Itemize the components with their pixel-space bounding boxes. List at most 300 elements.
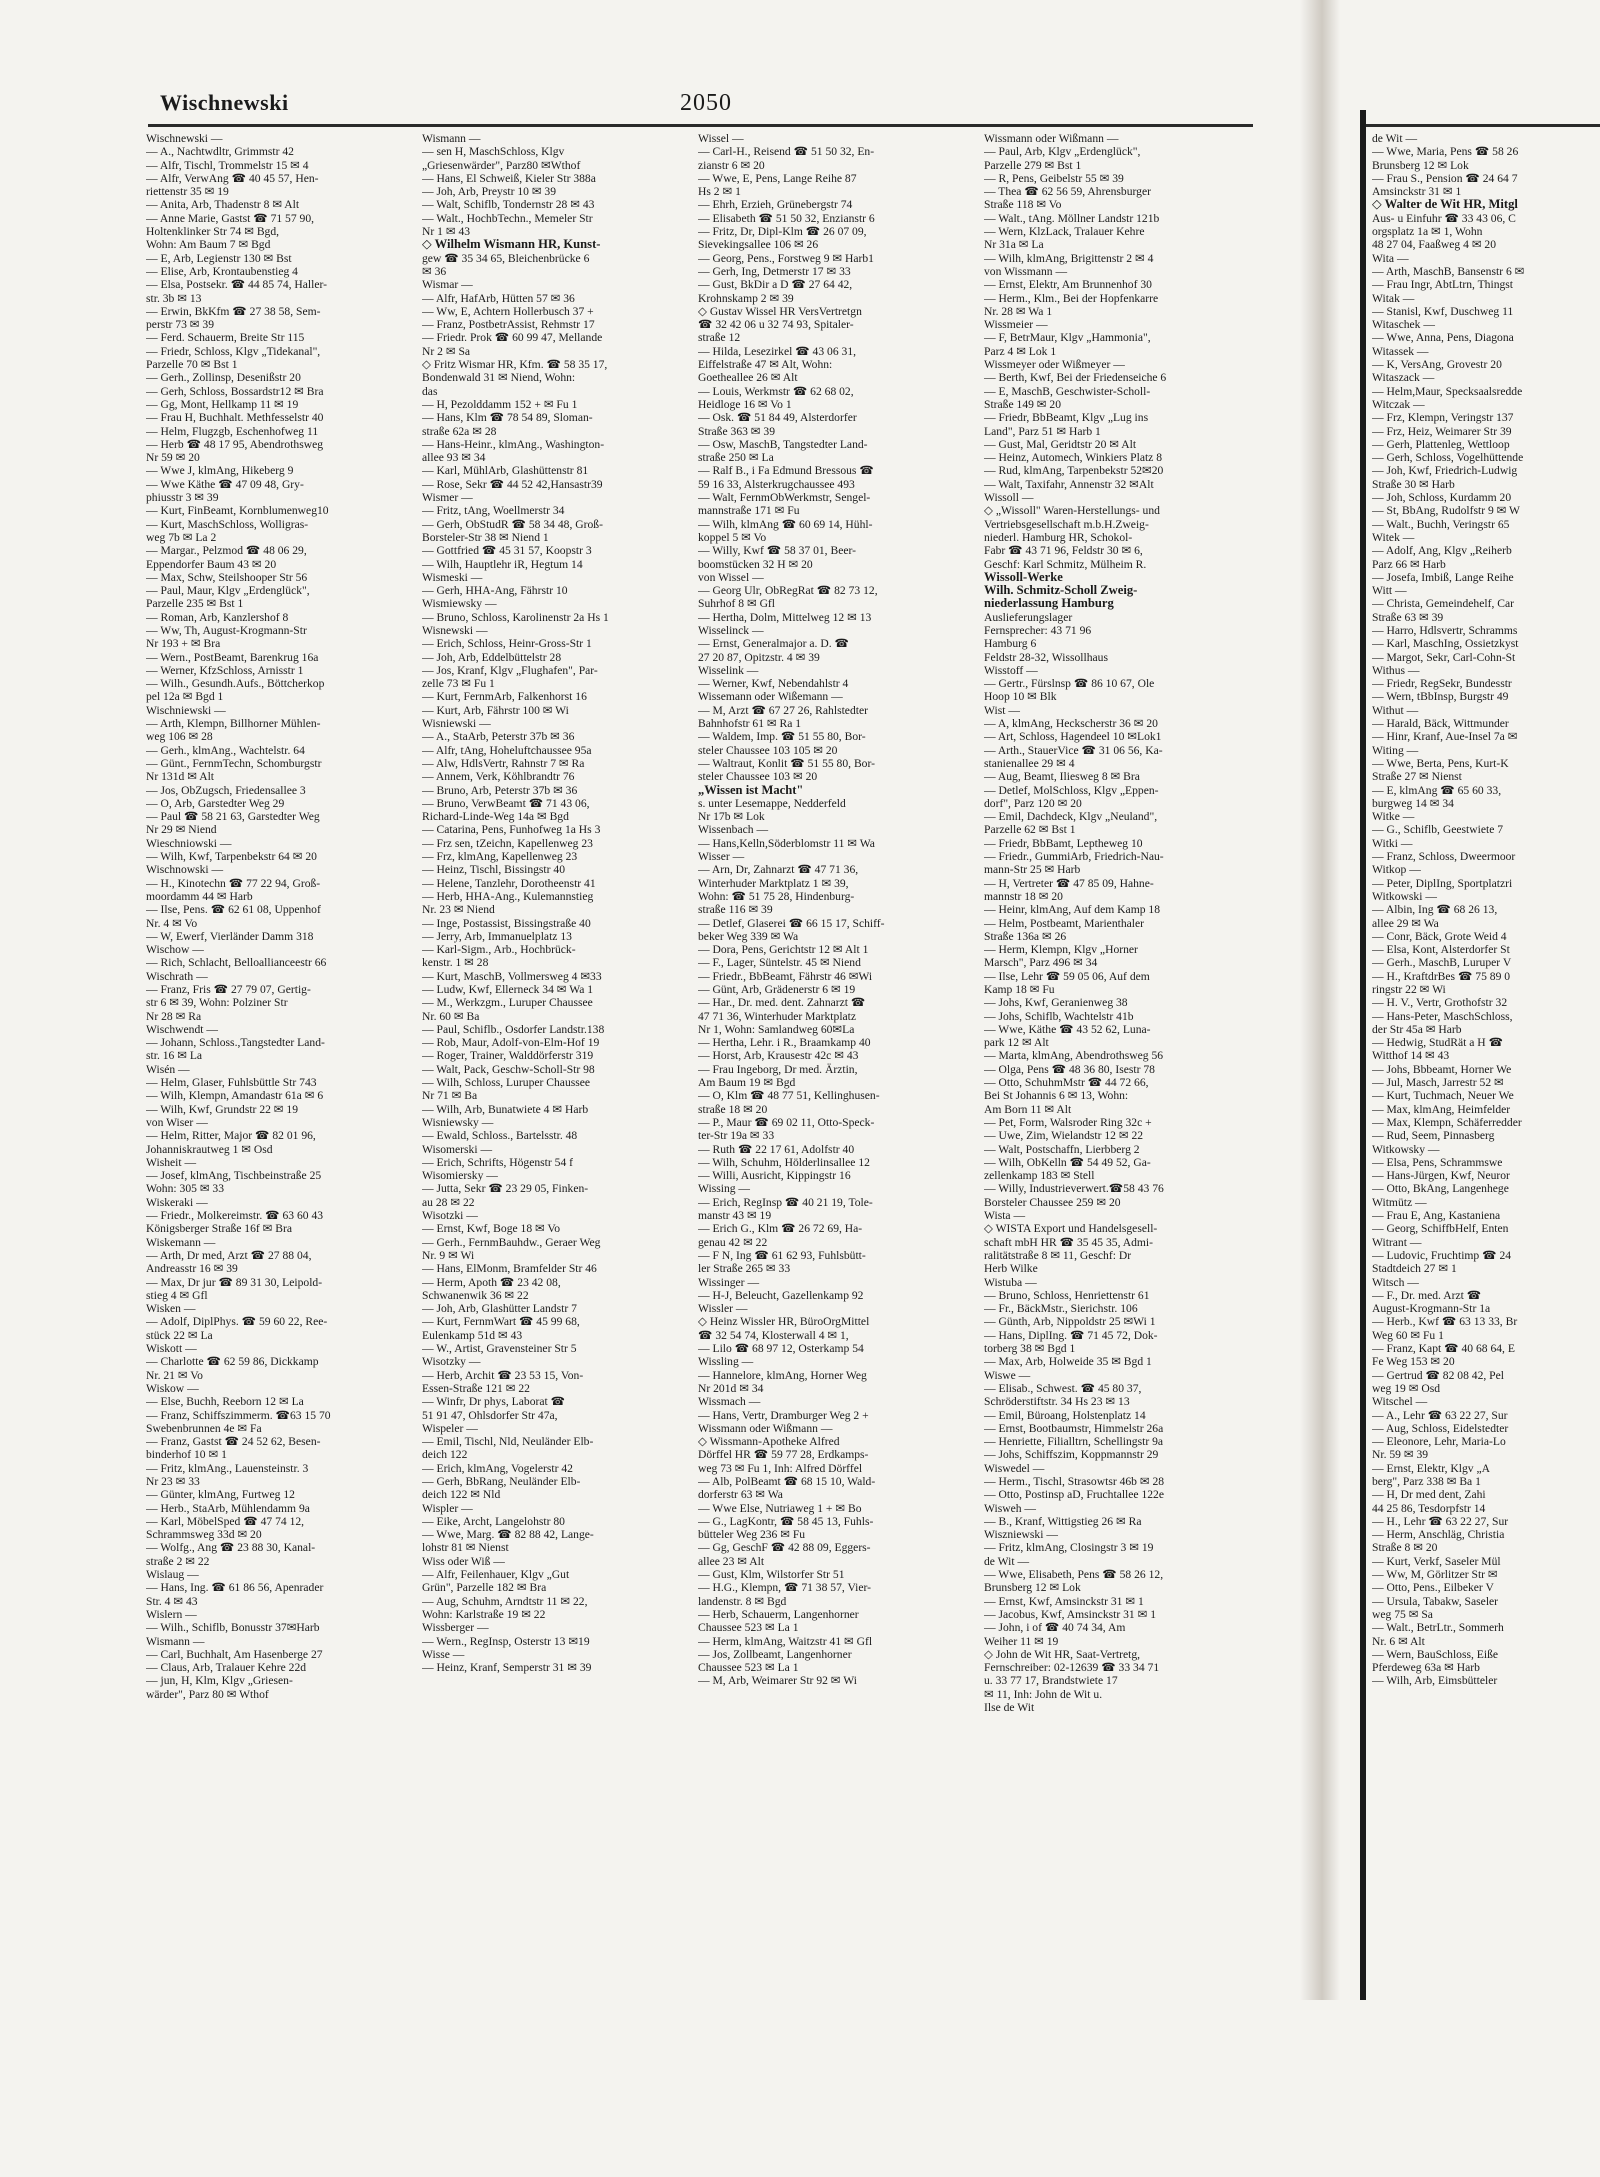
column-5-right-page	[1372, 132, 1600, 2002]
directory-entry: beker Weg 339 ✉ Wa	[698, 929, 799, 943]
directory-entry: 59 16 33, Alsterkrugchaussee 493	[698, 477, 855, 491]
page-number: 2050	[680, 90, 732, 116]
directory-entry: Witthof 14 ✉ 43	[1372, 1049, 1450, 1063]
directory-entry: — Jos, ObZugsch, Friedensallee 3	[146, 783, 306, 797]
directory-entry: Witschel —	[1372, 1395, 1428, 1409]
directory-entry: — Walt., Buchh, Veringstr 65	[1372, 517, 1510, 531]
directory-entry: — H., KraftdrBes ☎ 75 89 0	[1372, 969, 1511, 983]
directory-entry: binderhof 10 ✉ 1	[146, 1448, 227, 1462]
directory-entry: — Arth, MaschB, Bansenstr 6 ✉	[1372, 264, 1525, 278]
directory-entry: — Anne Marie, Gastst ☎ 71 57 90,	[146, 211, 315, 225]
directory-entry: Goetheallee 26 ✉ Alt	[698, 371, 798, 385]
directory-entry: ralitätstraße 8 ✉ 11, Geschf: Dr	[984, 1248, 1132, 1262]
directory-entry: Wisweh —	[984, 1501, 1037, 1515]
directory-entry: Wistuba —	[984, 1275, 1037, 1289]
directory-entry: Wiskemann —	[146, 1235, 216, 1249]
directory-entry: Nr. 4 ✉ Vo	[146, 916, 198, 930]
directory-entry: u. 33 77 17, Brandstwiete 17	[984, 1674, 1118, 1688]
directory-entry: Vertriebsgesellschaft m.b.H.Zweig-	[984, 517, 1149, 531]
directory-entry: — Friedr, RegSekr, Bundesstr	[1372, 677, 1512, 691]
directory-entry: — Helm, Glaser, Fuhlsbüttle Str 743	[146, 1076, 317, 1090]
directory-entry: ◇ Wilhelm Wismann HR, Kunst-	[422, 238, 601, 252]
directory-entry: Straße 30 ✉ Harb	[1372, 477, 1455, 491]
directory-entry: — Kurt, Arb, Fährstr 100 ✉ Wi	[422, 703, 569, 717]
directory-entry: Winterhuder Marktplatz 1 ✉ 39,	[698, 876, 849, 890]
directory-entry: Wissmeyer oder Wißmeyer —	[984, 358, 1125, 372]
directory-entry: — Ursula, Tabakw, Saseler	[1372, 1594, 1499, 1608]
directory-entry: — F, BetrMaur, Klgv „Hammonia",	[984, 331, 1151, 345]
directory-entry: dorf", Parz 120 ✉ 20	[984, 796, 1082, 810]
directory-entry: Straße 27 ✉ Nienst	[1372, 770, 1462, 784]
directory-entry: Am Born 11 ✉ Alt	[984, 1102, 1072, 1116]
directory-entry: — Ilse, Lehr ☎ 59 05 06, Auf dem	[984, 969, 1150, 983]
directory-entry: — Elsa, Kont, Alsterdorfer St	[1372, 943, 1510, 957]
directory-entry: Wislern —	[146, 1607, 197, 1621]
directory-entry: — Eike, Archt, Langelohstr 80	[422, 1514, 565, 1528]
directory-entry: Eiffelstraße 47 ✉ Alt, Wohn:	[698, 358, 833, 372]
directory-entry: Nr 201d ✉ 34	[698, 1381, 764, 1395]
directory-entry: — Erich, RegInsp ☎ 40 21 19, Tole-	[698, 1195, 873, 1209]
directory-entry: — Ewald, Schloss., Bartelsstr. 48	[422, 1129, 578, 1143]
directory-entry: straße 12	[698, 331, 741, 345]
directory-entry: — Friedr., Molkereimstr. ☎ 63 60 43	[146, 1209, 324, 1223]
directory-entry: Wischnowski —	[146, 863, 224, 877]
directory-entry: Essen-Straße 121 ✉ 22	[422, 1381, 530, 1395]
directory-entry: Witkowski —	[1372, 889, 1437, 903]
page-header	[160, 84, 1260, 124]
directory-entry: — Ilse, Pens. ☎ 62 61 08, Uppenhof	[146, 903, 321, 917]
directory-entry: — Stanisl, Kwf, Duschweg 11	[1372, 304, 1514, 318]
directory-entry: — Heinz, Kranf, Semperstr 31 ✉ 39	[422, 1661, 592, 1675]
directory-entry: — Walt, Schiflb, Tondernstr 28 ✉ 43	[422, 198, 595, 212]
directory-entry: — Hans,Kelln,Söderblomstr 11 ✉ Wa	[698, 836, 875, 850]
directory-entry: — Conr, Bäck, Grote Weid 4	[1372, 929, 1507, 943]
directory-entry: — Frz sen, tZeichn, Kapellenweg 23	[422, 836, 593, 850]
directory-entry: — Ww, E, Achtern Hollerbusch 37 +	[422, 304, 594, 318]
directory-entry: — Heinr, klmAng, Auf dem Kamp 18	[984, 903, 1160, 917]
directory-entry: phiusstr 3 ✉ 39	[146, 491, 219, 505]
directory-entry: — Horst, Arb, Krausestr 42c ✉ 43	[698, 1049, 859, 1063]
directory-entry: Wisheit —	[146, 1155, 197, 1169]
directory-entry: — Margot, Sekr, Carl-Cohn-St	[1372, 650, 1516, 664]
directory-entry: — Gottfried ☎ 45 31 57, Koopstr 3	[422, 544, 592, 558]
directory-entry: — Wwe Else, Nutriaweg 1 + ✉ Bo	[698, 1501, 862, 1515]
directory-entry: Nr. 59 ✉ 39	[1372, 1448, 1429, 1462]
directory-entry: — Joh, Arb, Glashütter Landstr 7	[422, 1302, 577, 1316]
directory-entry: — Kurt, FinBeamt, Kornblumenweg10	[146, 504, 329, 518]
directory-entry: — Margar., Pelzmod ☎ 48 06 29,	[146, 544, 307, 558]
directory-entry: — Elsa, Pens, Schrammswe	[1372, 1155, 1503, 1169]
directory-entry: — Marta, klmAng, Abendrothsweg 56	[984, 1049, 1164, 1063]
directory-entry: Fe Weg 153 ✉ 20	[1372, 1355, 1455, 1369]
directory-entry: — Elisabeth ☎ 51 50 32, Enzianstr 6	[698, 211, 875, 225]
directory-entry: — Wwe, Marg. ☎ 82 88 42, Lange-	[422, 1528, 594, 1542]
directory-entry: Nr 2 ✉ Sa	[422, 344, 471, 358]
directory-entry: schaft mbH HR ☎ 35 45 35, Admi-	[984, 1235, 1154, 1249]
directory-entry: — E, Arb, Legienstr 130 ✉ Bst	[146, 251, 292, 265]
directory-entry: — Günter, klmAng, Furtweg 12	[146, 1488, 295, 1502]
directory-entry: Wilh. Schmitz-Scholl Zweig-	[984, 584, 1138, 598]
directory-entry: — Günth, Arb, Nippoldstr 25 ✉Wi 1	[984, 1315, 1156, 1329]
directory-entry: — Fritz, tAng, Woellmerstr 34	[422, 504, 565, 518]
directory-entry: — Pet, Form, Walsroder Ring 32c +	[984, 1115, 1152, 1129]
directory-entry: Nr. 21 ✉ Vo	[146, 1368, 203, 1382]
directory-entry: Parzelle 62 ✉ Bst 1	[984, 823, 1076, 837]
directory-entry: — Alfr, tAng, Hoheluftchaussee 95a	[422, 743, 592, 757]
directory-entry: Nr 1 ✉ 43	[422, 225, 471, 239]
directory-entry: — Karl, MöbelSped ☎ 47 74 12,	[146, 1514, 305, 1528]
directory-entry: — Aug, Schloss, Eidelstedter	[1372, 1421, 1509, 1435]
directory-entry: — Wilh, Kwf, Tarpenbekstr 64 ✉ 20	[146, 850, 317, 864]
directory-entry: au 28 ✉ 22	[422, 1195, 475, 1209]
directory-entry: Wisén —	[146, 1062, 190, 1076]
directory-entry: — Paul, Arb, Klgv „Erdenglück",	[984, 145, 1141, 159]
directory-entry: Holtenklinker Str 74 ✉ Bgd,	[146, 225, 280, 239]
directory-entry: — Peter, DiplIng, Sportplatzri	[1372, 876, 1513, 890]
directory-entry: Hs 2 ✉ 1	[698, 185, 741, 199]
directory-entry: Wiskow —	[146, 1381, 199, 1395]
directory-entry: — Art, Schloss, Hagendeel 10 ✉Lok1	[984, 730, 1162, 744]
directory-entry: Wismann —	[422, 132, 481, 145]
directory-entry: — Herb, Schauerm, Langenhorner	[698, 1607, 859, 1621]
directory-entry: — Franz, Kapt ☎ 40 68 64, E	[1372, 1342, 1515, 1356]
directory-entry: — Otto, SchuhmMstr ☎ 44 72 66,	[984, 1076, 1149, 1090]
directory-entry: Wisnewski —	[422, 623, 488, 637]
directory-entry: — Fritz, klmAng., Lauensteinstr. 3	[146, 1461, 309, 1475]
directory-entry: — O, Klm ☎ 48 77 51, Kellinghusen-	[698, 1089, 880, 1103]
directory-entry: Witassek —	[1372, 344, 1429, 358]
directory-entry: — Walt, Pack, Geschw-Scholl-Str 98	[422, 1062, 595, 1076]
directory-entry: Am Baum 19 ✉ Bgd	[698, 1076, 796, 1090]
directory-entry: Parzelle 235 ✉ Bst 1	[146, 597, 244, 611]
directory-entry: — Inge, Postassist, Bissingstraße 40	[422, 916, 591, 930]
directory-entry: Nr 71 ✉ Ba	[422, 1089, 478, 1103]
directory-entry: Heidloge 16 ✉ Vo 1	[698, 397, 792, 411]
directory-entry: Wisstoff —	[984, 663, 1038, 677]
directory-entry: Krohnskamp 2 ✉ 39	[698, 291, 794, 305]
directory-entry: — St, BbAng, Rudolfstr 9 ✉ W	[1372, 504, 1520, 518]
directory-entry: — Georg Ulr, ObRegRat ☎ 82 73 12,	[698, 584, 878, 598]
directory-entry: August-Krogmann-Str 1a	[1372, 1302, 1491, 1316]
directory-entry: Wissmeier —	[984, 318, 1048, 332]
directory-entry: ◇ „Wissoll" Waren-Herstellungs- und	[984, 504, 1160, 518]
directory-entry: — Gerh, Schloss, Vogelhüttende	[1372, 451, 1524, 465]
directory-entry: — Aug, Beamt, Iliesweg 8 ✉ Bra	[984, 770, 1140, 784]
directory-entry: Wischrath —	[146, 969, 208, 983]
directory-entry: — A., Nachtwdltr, Grimmstr 42	[146, 145, 294, 159]
directory-entry: Wisse —	[422, 1647, 465, 1661]
directory-entry: — Wwe, Anna, Pens, Diagona	[1372, 331, 1514, 345]
directory-entry: Bahnhofstr 61 ✉ Ra 1	[698, 717, 802, 731]
directory-entry: — Jos, Zollbeamt, Langenhorner	[698, 1647, 852, 1661]
directory-entry: — Erich, Schrifts, Högenstr 54 f	[422, 1155, 574, 1169]
directory-entry: steler Chaussee 103 ✉ 20	[698, 770, 818, 784]
directory-entry: Eppendorfer Baum 43 ✉ 20	[146, 557, 277, 571]
directory-entry: Parzelle 70 ✉ Bst 1	[146, 358, 238, 372]
directory-entry: von Wissmann —	[984, 264, 1068, 278]
directory-entry: — Gust, Klm, Wilstorfer Str 51	[698, 1568, 845, 1582]
directory-entry: — Friedr, BbBamt, Leptheweg 10	[984, 836, 1143, 850]
directory-entry: straße 116 ✉ 39	[698, 903, 773, 917]
directory-entry: — Johann, Schloss.,Tangstedter Land-	[146, 1036, 325, 1050]
column-1	[146, 132, 422, 2002]
directory-entry: — Hinr, Kranf, Aue-Insel 7a ✉	[1372, 730, 1518, 744]
directory-entry: — Ludovic, Fruchtimp ☎ 24	[1372, 1248, 1512, 1262]
directory-entry: — Otto, Pens., Eilbeker V	[1372, 1581, 1494, 1595]
directory-entry: — Alw, HdlsVertr, Rahnstr 7 ✉ Ra	[422, 756, 585, 770]
directory-entry: ◇ Heinz Wissler HR, BüroOrgMittel	[698, 1315, 870, 1329]
directory-entry: — Max, Dr jur ☎ 89 31 30, Leipold-	[146, 1275, 323, 1289]
directory-entry: — Hans, DiplIng. ☎ 71 45 72, Dok-	[984, 1328, 1158, 1342]
directory-entry: Witrant —	[1372, 1235, 1422, 1249]
directory-entry: Wismar —	[422, 278, 473, 292]
directory-entry: ler Straße 265 ✉ 33	[698, 1262, 791, 1276]
directory-entry: — Max, Arb, Holweide 35 ✉ Bgd 1	[984, 1355, 1152, 1369]
directory-entry: Ilse de Wit	[984, 1701, 1035, 1715]
directory-entry: Eulenkamp 51d ✉ 43	[422, 1328, 523, 1342]
column-3	[698, 132, 974, 2002]
directory-entry: Witkop —	[1372, 863, 1421, 877]
directory-entry: — Bruno, VerwBeamt ☎ 71 43 06,	[422, 796, 590, 810]
directory-entry: — Ehrh, Erzieh, Grünebergstr 74	[698, 198, 853, 212]
directory-entry: — Herb, Archit ☎ 23 53 15, Von-	[422, 1368, 584, 1382]
directory-entry: — Helm, Flugzgb, Eschenhofweg 11	[146, 424, 319, 438]
directory-entry: — Werner, Kwf, Nebendahlstr 4	[698, 677, 849, 691]
directory-entry: von Wissel —	[698, 570, 764, 584]
directory-entry: Witmütz —	[1372, 1195, 1427, 1209]
directory-entry: — Wwe Käthe ☎ 47 09 48, Gry-	[146, 477, 304, 491]
directory-entry: Nr 31a ✉ La	[984, 238, 1044, 252]
directory-entry: — Wilh, Kwf, Grundstr 22 ✉ 19	[146, 1102, 299, 1116]
directory-entry: Wismer —	[422, 491, 473, 505]
directory-entry: Witki —	[1372, 836, 1413, 850]
directory-entry: — Jutta, Sekr ☎ 23 29 05, Finken-	[422, 1182, 589, 1196]
directory-entry: Schwanenwik 36 ✉ 22	[422, 1288, 529, 1302]
directory-entry: — Hannelore, klmAng, Horner Weg	[698, 1368, 867, 1382]
directory-entry: — Hans, Ing. ☎ 61 86 56, Apenrader	[146, 1581, 324, 1595]
directory-entry: straße 2 ✉ 22	[146, 1554, 210, 1568]
directory-entry: — Erich, Schloss, Heinr-Gross-Str 1	[422, 637, 592, 651]
directory-entry: allee 29 ✉ Wa	[1372, 916, 1439, 930]
directory-entry: — A, klmAng, Heckscherstr 36 ✉ 20	[984, 717, 1158, 731]
directory-entry: — Har., Dr. med. dent. Zahnarzt ☎	[698, 996, 866, 1010]
directory-entry: — Alfr, Feilenhauer, Klgv „Gut	[422, 1568, 570, 1582]
directory-entry: Straße 149 ✉ 20	[984, 397, 1062, 411]
directory-entry: Hoop 10 ✉ Blk	[984, 690, 1057, 704]
directory-entry: — Wern, tBbInsp, Burgstr 49	[1372, 690, 1509, 704]
directory-entry: — Emil, Dachdeck, Klgv „Neuland",	[984, 810, 1158, 824]
directory-entry: — Ww, Th, August-Krogmann-Str	[146, 623, 307, 637]
directory-entry: — Gerh., Zollinsp, Desenißstr 20	[146, 371, 301, 385]
directory-entry: — Ferd. Schauerm, Breite Str 115	[146, 331, 305, 345]
directory-entry: Suhrhof 8 ✉ Gfl	[698, 597, 776, 611]
directory-entry: weg 73 ✉ Fu 1, Inh: Alfred Dörffel	[698, 1461, 863, 1475]
directory-entry: — Erwin, BkKfm ☎ 27 38 58, Sem-	[146, 304, 321, 318]
directory-entry: Herb Wilke	[984, 1262, 1038, 1276]
directory-entry: — Frau Ingeborg, Dr med. Ärztin,	[698, 1062, 858, 1076]
directory-entry: Straße 63 ✉ 39	[1372, 610, 1444, 624]
directory-entry: Marsch", Parz 496 ✉ 34	[984, 956, 1098, 970]
directory-entry: Parzelle 279 ✉ Bst 1	[984, 158, 1082, 172]
directory-entry: — Osw, MaschB, Tangstedter Land-	[698, 437, 868, 451]
directory-entry: Swebenbrunnen 4e ✉ Fa	[146, 1421, 262, 1435]
directory-entry: „Griesenwärder", Parz80 ✉Wthof	[422, 158, 581, 172]
directory-entry: ✉ 11, Inh: John de Wit u.	[984, 1687, 1103, 1701]
directory-entry: — Annem, Verk, Köhlbrandtr 76	[422, 770, 575, 784]
directory-entry: Nr 23 ✉ 33	[146, 1474, 200, 1488]
directory-entry: — M, Arzt ☎ 67 27 26, Rahlstedter	[698, 703, 868, 717]
directory-entry: — Wilh, klmAng, Brigittenstr 2 ✉ 4	[984, 251, 1154, 265]
directory-entry: — Hilda, Lesezirkel ☎ 43 06 31,	[698, 344, 857, 358]
directory-entry: — Berth, Kwf, Bei der Friedenseiche 6	[984, 371, 1167, 385]
directory-entry: — Herm., Tischl, Strasowtsr 46b ✉ 28	[984, 1474, 1165, 1488]
directory-entry: kenstr. 1 ✉ 28	[422, 956, 489, 970]
directory-entry: — Hertha, Lehr. i R., Braamkamp 40	[698, 1036, 871, 1050]
directory-entry: — Hans-Jürgen, Kwf, Neuror	[1372, 1169, 1510, 1183]
directory-entry: — Frz, Klempn, Veringstr 137	[1372, 411, 1514, 425]
directory-entry: — Otto, BkAng, Langenhege	[1372, 1182, 1509, 1196]
directory-entry: Nr 28 ✉ Ra	[146, 1009, 202, 1023]
directory-entry: Withus —	[1372, 663, 1420, 677]
directory-entry: Witing —	[1372, 743, 1419, 757]
directory-entry: Witak —	[1372, 291, 1415, 305]
directory-entry: — M., Werkzgm., Luruper Chaussee	[422, 996, 593, 1010]
directory-entry: — Herm, Apoth ☎ 23 42 08,	[422, 1275, 561, 1289]
directory-entry: — Gertr., Fürslnsp ☎ 86 10 67, Ole	[984, 677, 1155, 691]
directory-entry: steler Chaussee 103 105 ✉ 20	[698, 743, 838, 757]
directory-entry: — Arth., StauerVice ☎ 31 06 56, Ka-	[984, 743, 1163, 757]
directory-entry: bütteler Weg 236 ✉ Fu	[698, 1528, 806, 1542]
directory-entry: Wismann —	[146, 1634, 205, 1648]
directory-entry: Brunsberg 12 ✉ Lok	[1372, 158, 1469, 172]
directory-entry: — Joh, Arb, Preystr 10 ✉ 39	[422, 185, 557, 199]
directory-entry: — Kurt, MaschSchloss, Wolligras-	[146, 517, 309, 531]
directory-entry: — Rud, klmAng, Tarpenbekstr 52✉20	[984, 464, 1164, 478]
directory-entry: Witczak —	[1372, 397, 1425, 411]
directory-entry: — Ernst, Bootbaumstr, Himmelstr 26a	[984, 1421, 1164, 1435]
directory-entry: Nr. 23 ✉ Niend	[422, 903, 495, 917]
directory-entry: — Paul ☎ 58 21 63, Garstedter Weg	[146, 810, 320, 824]
directory-entry: — Frz, klmAng, Kapellenweg 23	[422, 850, 578, 864]
directory-entry: riettenstr 35 ✉ 19	[146, 185, 229, 199]
directory-entry: ◇ WISTA Export und Handelsgesell-	[984, 1222, 1158, 1236]
directory-entry: — Emil, Tischl, Nld, Neuländer Elb-	[422, 1435, 594, 1449]
directory-entry: Wiss oder Wiß —	[422, 1554, 505, 1568]
directory-entry: — H., Kinotechn ☎ 77 22 94, Groß-	[146, 876, 321, 890]
directory-entry: Wisomiersky —	[422, 1169, 498, 1183]
directory-entry: lohstr 81 ✉ Nienst	[422, 1541, 509, 1555]
directory-entry: — W, Ewerf, Vierländer Damm 318	[146, 929, 314, 943]
directory-entry: — Walt, Postschaffn, Lierbberg 2	[984, 1142, 1140, 1156]
column-4	[984, 132, 1260, 2002]
directory-entry: Wissmann oder Wißmann —	[984, 132, 1119, 145]
directory-entry: Straße 136a ✉ 26	[984, 929, 1067, 943]
directory-entry: Aus- u Einfuhr ☎ 33 43 06, C	[1372, 211, 1516, 225]
directory-entry: — B., Kranf, Wittigstieg 26 ✉ Ra	[984, 1514, 1142, 1528]
directory-entry: — Joh, Arb, Eddelbüttelstr 28	[422, 650, 562, 664]
directory-entry: Wisomerski —	[422, 1142, 493, 1156]
directory-entry: — Gust, BkDir a D ☎ 27 64 42,	[698, 278, 853, 292]
directory-entry: — Gg, Mont, Hellkamp 11 ✉ 19	[146, 397, 299, 411]
directory-entry: — Wilh, klmAng ☎ 60 69 14, Hühl-	[698, 517, 873, 531]
directory-entry: Wist —	[984, 703, 1020, 717]
directory-entry: — H.G., Klempn, ☎ 71 38 57, Vier-	[698, 1581, 872, 1595]
directory-entry: straße 62a ✉ 28	[422, 424, 497, 438]
directory-entry: — Olga, Pens ☎ 48 36 80, Isestr 78	[984, 1062, 1155, 1076]
directory-entry: Fernschreiber: 02-12639 ☎ 33 34 71	[984, 1661, 1160, 1675]
directory-entry: ☎ 32 42 06 u 32 74 93, Spitaler-	[698, 318, 854, 332]
directory-entry: — Friedr, Schloss, Klgv „Tidekanal",	[146, 344, 321, 358]
right-page-edge	[1360, 110, 1366, 2000]
directory-entry: berg", Parz 338 ✉ Ba 1	[1372, 1474, 1481, 1488]
directory-entry: — Catarina, Pens, Funhofweg 1a Hs 3	[422, 823, 601, 837]
directory-entry: Parz 4 ✉ Lok 1	[984, 344, 1057, 358]
directory-entry: stück 22 ✉ La	[146, 1328, 213, 1342]
directory-entry: — Georg, SchiffbHelf, Enten	[1372, 1222, 1509, 1236]
directory-entry: zellenkamp 183 ✉ Stell	[984, 1169, 1095, 1183]
directory-entry: — Ruth ☎ 22 17 61, Adolfstr 40	[698, 1142, 855, 1156]
directory-entry: Grün", Parzelle 182 ✉ Bra	[422, 1581, 547, 1595]
directory-entry: — Wilh, Schloss, Luruper Chaussee	[422, 1076, 591, 1090]
directory-entry: — Herb, HHA-Ang., Kulemannstieg	[422, 889, 594, 903]
directory-entry: manstr 43 ✉ 19	[698, 1209, 772, 1223]
directory-entry: — Alfr, VerwAng ☎ 40 45 57, Hen-	[146, 171, 319, 185]
directory-entry: der Str 45a ✉ Harb	[1372, 1022, 1462, 1036]
directory-entry: — Alfr, HafArb, Hütten 57 ✉ 36	[422, 291, 575, 305]
running-head: Wischnewski	[160, 90, 289, 115]
directory-entry: ☎ 32 54 74, Klosterwall 4 ✉ 1,	[698, 1328, 849, 1342]
directory-entry: — Johs, Schiffszim, Koppmannstr 29	[984, 1448, 1159, 1462]
directory-entry: landenstr. 8 ✉ Bgd	[698, 1594, 787, 1608]
directory-entry: — Josef, klmAng, Tischbeinstraße 25	[146, 1169, 322, 1183]
directory-entry: — Johs, Schiflb, Wachtelstr 41b	[984, 1009, 1134, 1023]
directory-entry: — Fritz, Dr, Dipl-Klm ☎ 26 07 09,	[698, 225, 867, 239]
directory-entry: — Günt, Arb, Grädenerstr 6 ✉ 19	[698, 983, 856, 996]
directory-entry: — Rich, Schlacht, Belloallianceestr 66	[146, 956, 327, 970]
directory-entry: Geschf: Karl Schmitz, Mülheim R.	[984, 557, 1147, 571]
directory-entry: — Franz, Schloss, Dweermoor	[1372, 850, 1516, 864]
directory-entry: 51 91 47, Ohlsdorfer Str 47a,	[422, 1408, 558, 1422]
directory-entry: — Ernst, Kwf, Boge 18 ✉ Vo	[422, 1222, 561, 1236]
directory-entry: Weiher 11 ✉ 19	[984, 1634, 1059, 1648]
directory-entry: allee 23 ✉ Alt	[698, 1554, 765, 1568]
directory-entry: — Gust, Mal, Geridtstr 20 ✉ Alt	[984, 437, 1137, 451]
directory-entry: — Aug, Schuhm, Arndtstr 11 ✉ 22,	[422, 1594, 588, 1608]
directory-entry: stieg 4 ✉ Gfl	[146, 1288, 208, 1302]
directory-entry: ◇ Gustav Wissel HR VersVertretgn	[698, 304, 862, 318]
directory-entry: Witek —	[1372, 530, 1415, 544]
directory-entry: — Max, Klempn, Schäferredder	[1372, 1115, 1522, 1129]
directory-entry: — Joh, Schloss, Kurdamm 20	[1372, 491, 1512, 505]
directory-entry: Wisniewski —	[422, 717, 491, 731]
directory-entry: — Wolfg., Ang ☎ 23 88 30, Kanal-	[146, 1541, 316, 1555]
directory-entry: — Gerh, HHA-Ang, Fährstr 10	[422, 584, 568, 598]
directory-entry: — K, VersAng, Grovestr 20	[1372, 358, 1502, 372]
directory-entry: Wieschniowski —	[146, 836, 232, 850]
directory-entry: Wiswe —	[984, 1368, 1031, 1382]
directory-entry: de Wit —	[984, 1554, 1030, 1568]
directory-entry: ter-Str 19a ✉ 33	[698, 1129, 775, 1143]
directory-entry: Straße 363 ✉ 39	[698, 424, 776, 438]
directory-entry: straße 18 ✉ 20	[698, 1102, 768, 1116]
directory-entry: — H, Dr med dent, Zahi	[1372, 1488, 1486, 1502]
directory-entry: stanienallee 29 ✉ 4	[984, 756, 1075, 770]
directory-entry: Nr. 9 ✉ Wi	[422, 1248, 475, 1262]
directory-entry: ◇ Walter de Wit HR, Mitgl	[1372, 198, 1518, 212]
directory-entry: — Hedwig, StudRät a H ☎	[1372, 1036, 1504, 1050]
directory-entry: — Erich, klmAng, Vogelerstr 42	[422, 1461, 573, 1475]
directory-entry: Wissberger —	[422, 1621, 489, 1635]
